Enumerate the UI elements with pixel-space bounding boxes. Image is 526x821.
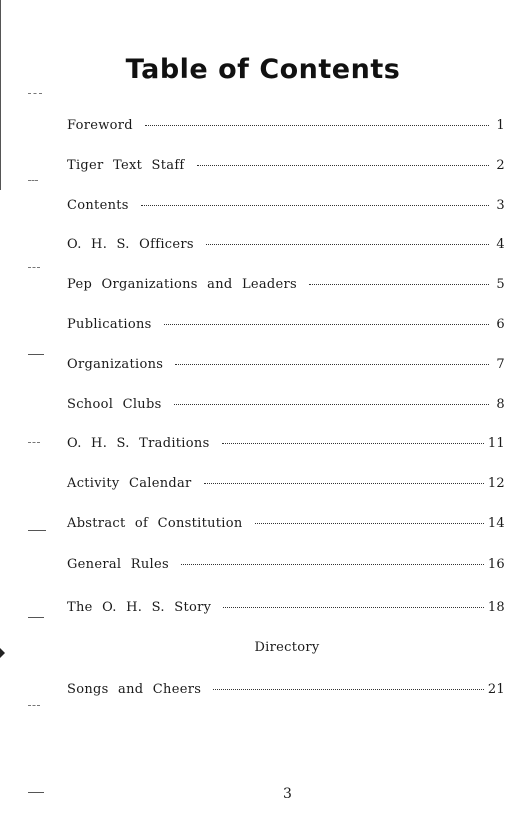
toc-entry-label: School Clubs [67, 397, 162, 412]
page-title: Table of Contents [125, 54, 401, 85]
toc-entry-label: Contents [67, 198, 129, 213]
toc-entry [67, 516, 505, 531]
edge-tick [28, 180, 38, 181]
toc-entry-label: Pep Organizations and Leaders [67, 277, 298, 292]
toc-entry [67, 317, 505, 332]
dot-leader [164, 324, 489, 325]
binding-edge-line [0, 0, 1, 190]
toc-entry-page: 18 [487, 600, 505, 615]
page-number: 3 [283, 786, 292, 802]
toc-entry-page: 11 [487, 436, 505, 451]
toc-entry [67, 277, 505, 292]
dot-leader [255, 523, 484, 524]
toc-entry [67, 198, 505, 213]
dot-leader [206, 244, 489, 245]
toc-entry-label: Organizations [67, 357, 164, 372]
dot-leader [213, 689, 484, 690]
toc-entry-label: O. H. S. Traditions [67, 436, 210, 451]
dot-leader [309, 284, 489, 285]
toc-entry-label: Tiger Text Staff [67, 158, 185, 173]
toc-entry-label: General Rules [67, 557, 169, 572]
dot-leader [181, 564, 484, 565]
toc-entry-page: 12 [487, 476, 505, 491]
toc-entry-page: 7 [496, 357, 505, 372]
toc-entry-label: Activity Calendar [67, 476, 192, 491]
edge-tick [28, 530, 46, 531]
dot-leader [223, 607, 484, 608]
toc-entry [67, 158, 505, 173]
toc-entry [67, 600, 505, 615]
directory-heading: Directory [254, 640, 320, 655]
toc-entry-page: 16 [487, 557, 505, 572]
toc-entry [67, 397, 505, 412]
toc-entry-label: Publications [67, 317, 152, 332]
toc-entry [67, 682, 505, 697]
toc-entry-label: Foreword [67, 118, 133, 133]
edge-tick [28, 267, 40, 268]
toc-entry-label: The O. H. S. Story [67, 600, 212, 615]
dot-leader [197, 165, 489, 166]
dot-leader [141, 205, 489, 206]
dot-leader [145, 125, 489, 126]
toc-entry-page: 14 [487, 516, 505, 531]
toc-entry [67, 436, 505, 451]
edge-tick [28, 617, 44, 618]
toc-entry [67, 557, 505, 572]
toc-entry-page: 5 [496, 277, 505, 292]
dot-leader [204, 483, 484, 484]
edge-tick [28, 442, 40, 443]
toc-entry-label: Songs and Cheers [67, 682, 202, 697]
edge-tick [28, 792, 44, 793]
toc-entry-page: 1 [496, 118, 505, 133]
toc-entry-page: 6 [496, 317, 505, 332]
toc-entry-page: 4 [496, 237, 505, 252]
toc-entry [67, 118, 505, 133]
toc-entry-page: 2 [496, 158, 505, 173]
dot-leader [174, 404, 489, 405]
toc-entry-page: 8 [496, 397, 505, 412]
edge-tick [28, 93, 42, 94]
toc-entry-page: 3 [496, 198, 505, 213]
edge-tick [28, 705, 40, 706]
dot-leader [175, 364, 489, 365]
toc-entry [67, 476, 505, 491]
toc-entry-label: O. H. S. Officers [67, 237, 194, 252]
toc-entry [67, 357, 505, 372]
dot-leader [222, 443, 484, 444]
edge-tick [28, 354, 44, 355]
toc-entry-page: 21 [487, 682, 505, 697]
toc-entry-label: Abstract of Constitution [67, 516, 243, 531]
toc-entry [67, 237, 505, 252]
